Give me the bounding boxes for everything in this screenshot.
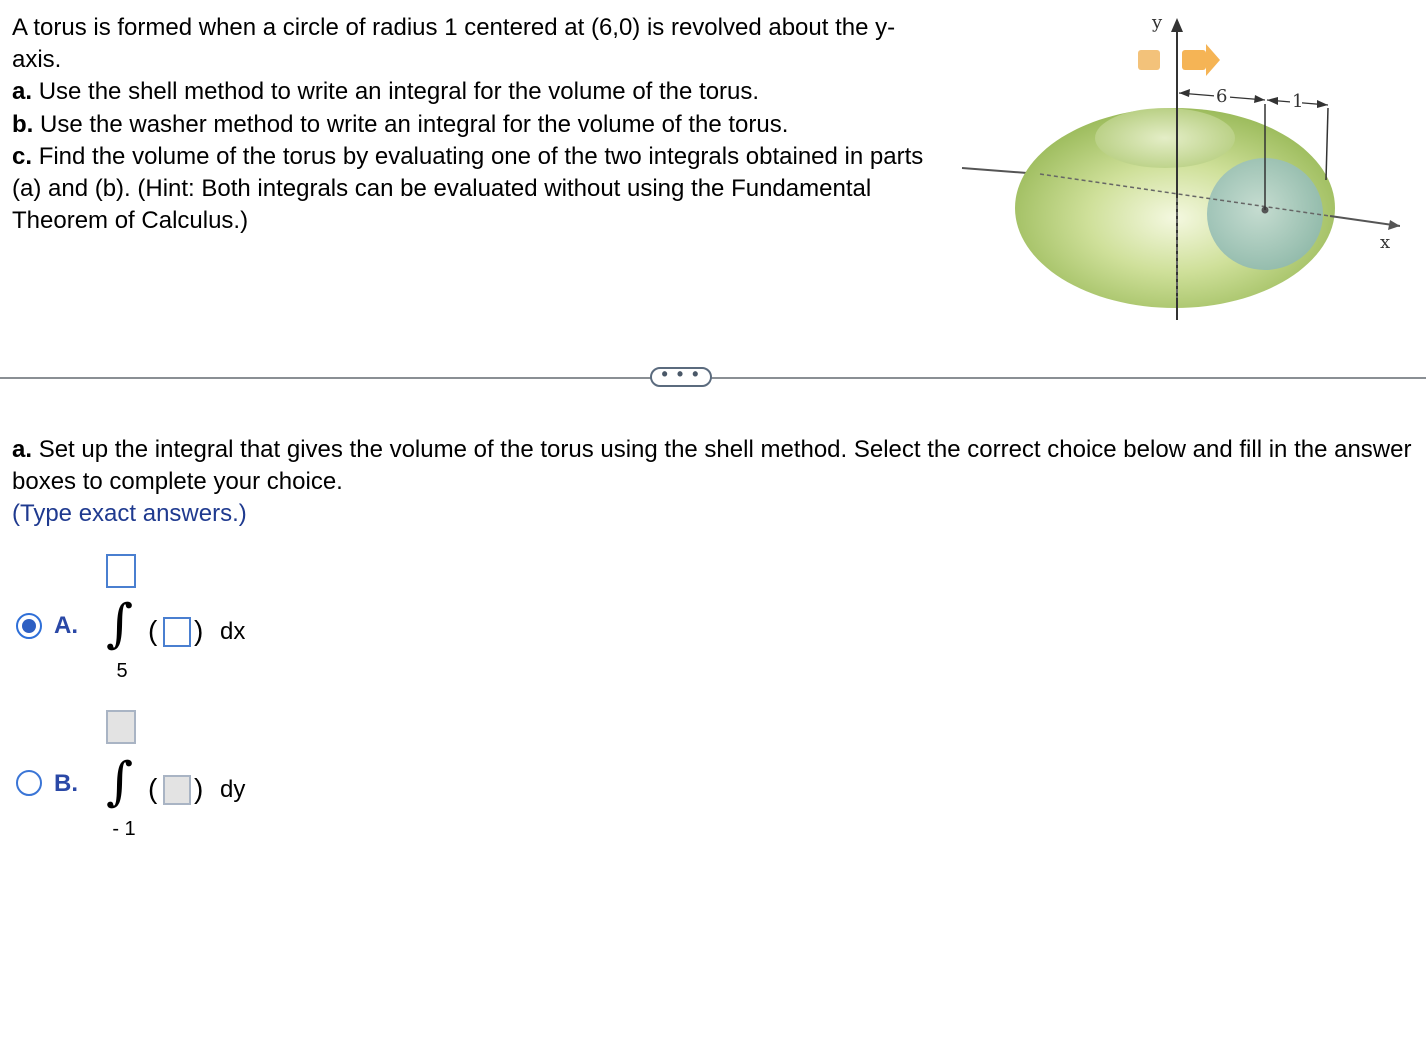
problem-part-b bbox=[12, 109, 932, 141]
part-b-text: Use the washer method to write an integral for the volume of the torus. bbox=[40, 110, 789, 138]
problem-statement bbox=[12, 12, 932, 237]
part-b-label: b. bbox=[12, 110, 34, 138]
x-axis-arrow-icon bbox=[1388, 220, 1400, 230]
question-text bbox=[12, 434, 1412, 498]
question-note: (Type exact answers.) bbox=[12, 500, 247, 528]
dim-6-arrow-right-icon bbox=[1254, 95, 1265, 103]
expand-more-button[interactable]: • • • bbox=[650, 367, 712, 387]
integral-sign-icon: ∫ bbox=[106, 594, 134, 654]
problem-intro: A torus is formed when a circle of radius 1 centered at (6,0) is revolved about the y-axis. bbox=[12, 14, 896, 74]
choice-b[interactable] bbox=[14, 706, 334, 856]
integral-sign-icon: ∫ bbox=[106, 752, 134, 812]
choice-a[interactable] bbox=[14, 548, 334, 698]
y-axis-label: y bbox=[1152, 12, 1163, 33]
paren-open: ( bbox=[148, 773, 158, 804]
choice-a-differential: dx bbox=[220, 618, 246, 645]
choice-b-lower-limit: - 1 bbox=[112, 818, 136, 840]
question-part-label: a. bbox=[12, 436, 33, 463]
choice-a-radio[interactable] bbox=[16, 613, 42, 639]
question-body: Set up the integral that gives the volume of the torus using the shell method. Select the correct choice below and fill in the answer boxes to complete your choice. bbox=[12, 436, 1412, 496]
part-c-text: Find the volume of the torus by evaluating one of the two integrals obtained in parts (a) and (b). (Hint: Both integrals can be evaluated without using the Fundamental Theorem of Calculus.) bbox=[12, 142, 924, 235]
choice-b-differential: dy bbox=[220, 776, 246, 803]
y-axis-arrow-icon bbox=[1171, 18, 1183, 32]
torus-figure bbox=[960, 8, 1400, 328]
choice-b-label[interactable]: B. bbox=[54, 770, 78, 797]
choice-b-integrand-input[interactable] bbox=[163, 775, 191, 805]
choice-b-radio[interactable] bbox=[16, 770, 42, 796]
section-divider bbox=[0, 377, 1426, 379]
torus-hole bbox=[1095, 108, 1235, 168]
choice-a-upper-limit-input[interactable] bbox=[106, 554, 136, 588]
problem-part-c bbox=[12, 141, 932, 238]
paren-close: ) bbox=[194, 773, 204, 804]
choice-a-integrand-input[interactable] bbox=[163, 617, 191, 647]
paren-close: ) bbox=[194, 615, 204, 646]
part-a-label: a. bbox=[12, 78, 33, 106]
guide-edge bbox=[1326, 108, 1328, 180]
x-axis-label: x bbox=[1380, 232, 1391, 253]
problem-part-a bbox=[12, 76, 932, 108]
question-block bbox=[12, 434, 1412, 531]
dim-1-label: 1 bbox=[1292, 91, 1304, 112]
choice-a-lower-limit: 5 bbox=[116, 660, 128, 682]
dim-1-arrow-right-icon bbox=[1317, 100, 1328, 108]
choice-b-upper-limit-input[interactable] bbox=[106, 710, 136, 744]
dim-6-label: 6 bbox=[1216, 86, 1228, 107]
dim-1-arrow-left-icon bbox=[1267, 97, 1278, 105]
part-c-label: c. bbox=[12, 142, 33, 170]
choice-a-label[interactable]: A. bbox=[54, 612, 78, 639]
dim-6-arrow-left-icon bbox=[1179, 89, 1190, 97]
part-a-text: Use the shell method to write an integral for the volume of the torus. bbox=[38, 78, 760, 106]
paren-open: ( bbox=[148, 615, 158, 646]
rotation-arrow-icon bbox=[1138, 44, 1220, 76]
